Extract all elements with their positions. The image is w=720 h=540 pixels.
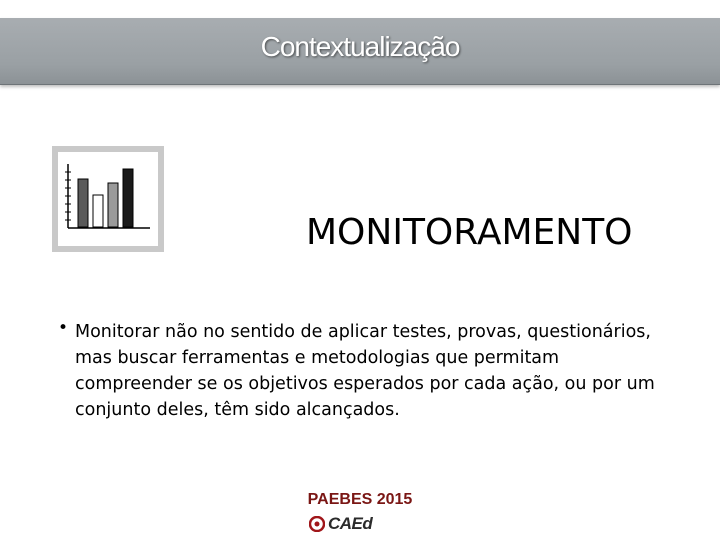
caed-logo — [309, 515, 419, 535]
caed-logo-mark-icon — [309, 516, 325, 532]
bullet-marker: • — [58, 318, 69, 338]
bullet-text: Monitorar não no sentido de aplicar testes, provas, questionários, mas buscar ferramentas e metodologias que permitam compreender se os objetivos esperados por cada ação, ou por um conjunto deles, têm sido alcançados. — [75, 322, 655, 420]
bar-chart-icon — [52, 146, 164, 252]
slide-title: Contextualização — [260, 31, 460, 62]
footer-label: PAEBES 2015 — [307, 491, 413, 508]
section-heading: MONITORAMENTO — [306, 212, 633, 253]
logo-wordmark: CAEd — [328, 514, 373, 533]
